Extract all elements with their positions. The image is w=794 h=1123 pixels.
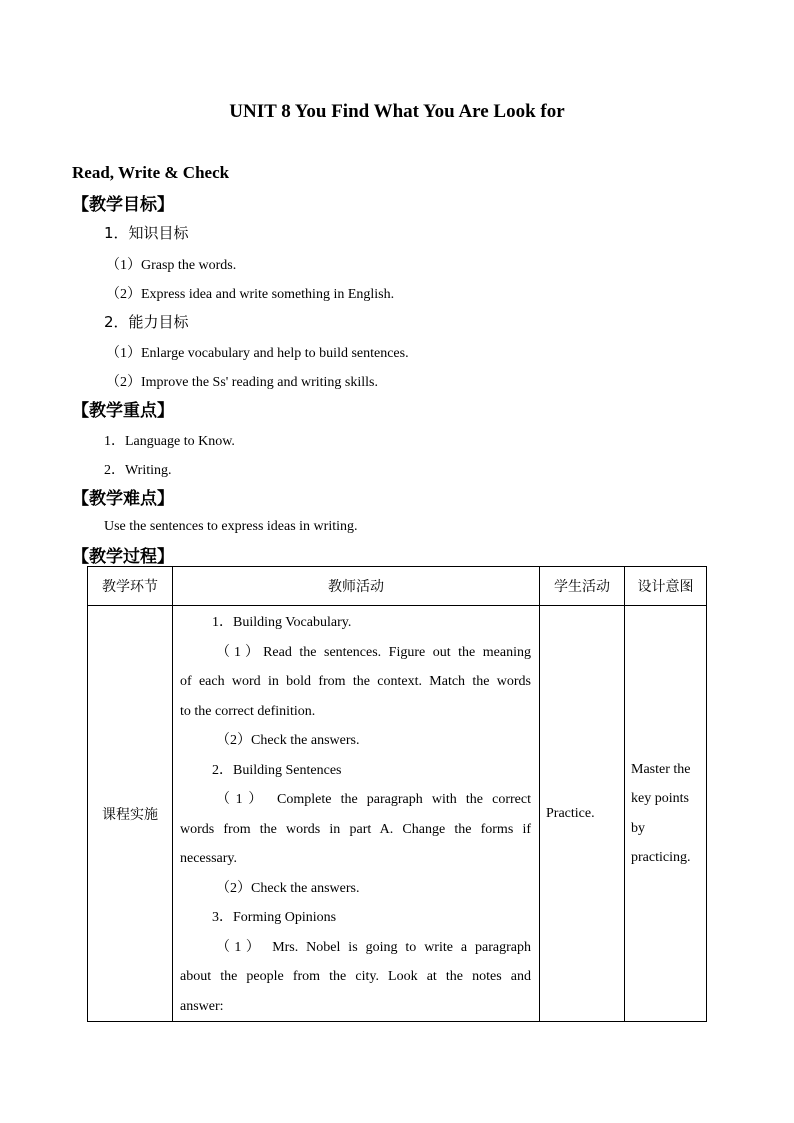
- header-cell: 学生活动: [540, 567, 625, 606]
- teacher-line: to the correct definition.: [180, 703, 316, 719]
- intent-line: key points: [631, 791, 689, 806]
- table-row: [88, 606, 707, 1022]
- intent-line: by: [631, 820, 645, 836]
- knowledge-goal-label: 1．知识目标: [104, 224, 189, 242]
- intent-line: Master the: [631, 761, 691, 777]
- lesson-subtitle: Read, Write & Check: [72, 163, 230, 182]
- header-cell: 设计意图: [625, 567, 707, 606]
- teacher-line: （1） Mrs. Nobel is going to write a paragraph: [216, 939, 531, 955]
- teacher-line: （2）Check the answers.: [216, 880, 360, 896]
- key-point-item: 1．Language to Know.: [104, 434, 235, 449]
- teacher-activity-cell: [173, 606, 540, 1022]
- teacher-line: of each word in bold from the context. Match the words: [180, 674, 531, 689]
- teacher-line: 3．Forming Opinions: [212, 910, 337, 925]
- section-heading-difficulties: 【教学难点】: [72, 489, 174, 509]
- teacher-line: （1）Read the sentences. Figure out the meaning: [216, 644, 531, 660]
- ability-goal-label: 2．能力目标: [104, 313, 189, 331]
- teacher-line: 1．Building Vocabulary.: [212, 615, 352, 630]
- design-intent-cell: [625, 606, 707, 1022]
- section-heading-key-points: 【教学重点】: [72, 401, 174, 421]
- teacher-line: （1） Complete the paragraph with the correct: [216, 792, 531, 807]
- ability-goal-item: （2）Improve the Ss' reading and writing skills.: [106, 375, 378, 390]
- process-table: [87, 566, 707, 1022]
- table-header-row: [88, 567, 707, 606]
- key-point-item: 2．Writing.: [104, 463, 172, 478]
- teacher-line: answer:: [180, 998, 224, 1014]
- stage-cell: 课程实施: [88, 606, 173, 1022]
- section-heading-process: 【教学过程】: [72, 547, 174, 567]
- teacher-line: words from the words in part A. Change the forms if: [180, 821, 531, 837]
- knowledge-goal-item: （1）Grasp the words.: [106, 258, 237, 273]
- intent-line: practicing.: [631, 850, 691, 865]
- teacher-line: 2．Building Sentences: [212, 762, 342, 778]
- difficulty-text: Use the sentences to express ideas in writing.: [104, 519, 358, 534]
- header-cell: 教师活动: [173, 567, 540, 606]
- page-title: UNIT 8 You Find What You Are Look for: [229, 101, 565, 122]
- teacher-line: about the people from the city. Look at the notes and: [180, 969, 531, 984]
- ability-goal-item: （1）Enlarge vocabulary and help to build sentences.: [106, 346, 409, 361]
- teacher-line: necessary.: [180, 851, 238, 866]
- knowledge-goal-item: （2）Express idea and write something in English.: [106, 287, 395, 302]
- student-activity-cell: Practice.: [540, 606, 625, 1022]
- header-cell: 教学环节: [88, 567, 173, 606]
- teacher-line: （2）Check the answers.: [216, 733, 360, 748]
- section-heading-goals: 【教学目标】: [72, 195, 174, 215]
